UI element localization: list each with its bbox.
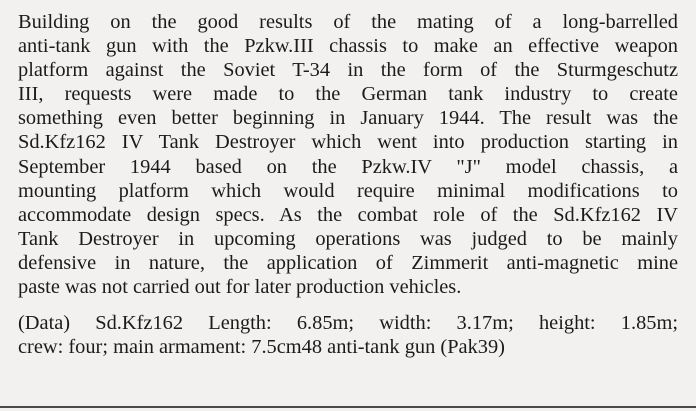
paragraph-line: Sd.Kfz162 IV Tank Destroyer which went into production starting in — [18, 131, 678, 154]
paragraph-line: mounting platform which would require minimal modifications to — [18, 179, 678, 202]
specifications-line: (Data) Sd.Kfz162 Length: 6.85m; width: 3.17m; height: 1.85m; — [18, 312, 678, 335]
paragraph-line: September 1944 based on the Pzkw.IV "J" model chassis, a — [18, 155, 678, 178]
paragraph-line: defensive in nature, the application of Zimmerit anti-magnetic mine — [18, 251, 678, 274]
paragraph-line: anti-tank gun with the Pzkw.III chassis to make an effective weapon — [18, 35, 678, 58]
description-paragraph — [18, 10, 678, 299]
bottom-divider — [0, 406, 696, 408]
paragraph-line: accommodate design specs. As the combat role of the Sd.Kfz162 IV — [18, 203, 678, 226]
specifications-line: crew: four; main armament: 7.5cm48 anti-tank gun (Pak39) — [18, 336, 505, 359]
specifications-block — [18, 311, 678, 359]
paragraph-line: something even better beginning in January 1944. The result was the — [18, 107, 678, 130]
paragraph-line: paste was not carried out for later production vehicles. — [18, 276, 462, 299]
paragraph-line: Building on the good results of the mating of a long-barrelled — [18, 11, 678, 33]
paragraph-line: Tank Destroyer in upcoming operations was judged to be mainly — [18, 227, 678, 250]
paragraph-line: III, requests were made to the German tank industry to create — [18, 83, 678, 106]
paragraph-line: platform against the Soviet T-34 in the form of the Sturmgeschutz — [18, 59, 678, 82]
